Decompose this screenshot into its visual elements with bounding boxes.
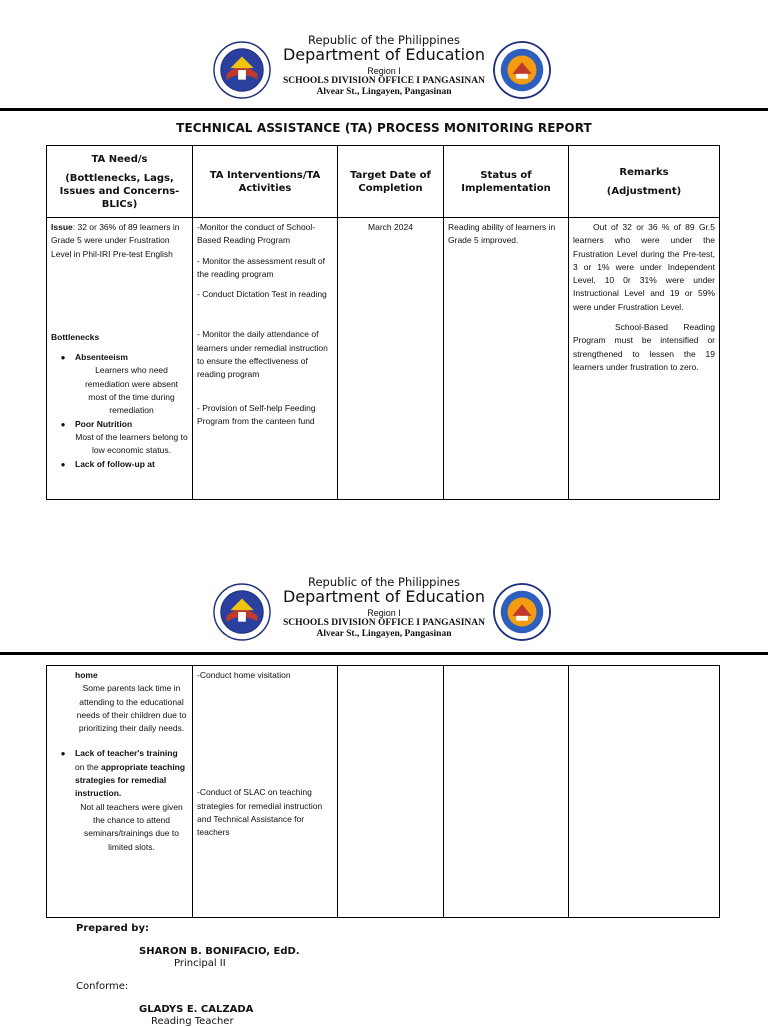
conforme-name: GLADYS E. CALZADA	[139, 1004, 254, 1015]
division-address: Alvear St., Lingayen, Pangasinan	[316, 629, 452, 639]
header-interventions: TA Interventions/TA Activities	[193, 146, 338, 218]
remarks-paragraph: School-Based Reading Program must be intensified or strengthened to lessen the 19 learners under frustration to zero.	[573, 322, 715, 372]
region-label: Region I	[367, 66, 401, 76]
bottleneck-title: Poor Nutrition	[75, 418, 133, 429]
region-label: Region I	[367, 608, 401, 618]
interventions-cell	[193, 218, 338, 500]
intervention-item: - Provision of Self-help Feeding Program from the canteen fund	[197, 402, 316, 426]
bottleneck-description: Most of the learners belong to low economic status.	[75, 431, 188, 456]
status-value: Reading ability of learners in Grade 5 improved.	[448, 222, 556, 246]
bottleneck-title: Lack of teacher's training on the appropriate teaching strategies for remedial instruction.	[75, 748, 186, 799]
bullet-icon: ●	[60, 353, 66, 363]
conforme-label: Conforme:	[76, 981, 129, 992]
bullet-icon: ●	[60, 749, 66, 759]
target-date-cell	[338, 666, 444, 918]
bottleneck-item	[51, 418, 188, 458]
issue-text: : 32 or 36% of 89 learners in Grade 5 were under Frustration Level in Phil-IRI Pre-test English	[51, 222, 180, 259]
bottleneck-title: home	[75, 670, 98, 680]
bullet-icon: ●	[60, 459, 66, 469]
bottleneck-item	[51, 458, 188, 471]
header-ta-needs-title: TA Need/s	[91, 153, 148, 165]
department-name: Department of Education	[282, 45, 486, 64]
prepared-by-position: Principal II	[174, 958, 226, 969]
header-remarks-subtitle: (Adjustment)	[606, 185, 682, 197]
header-remarks-title: Remarks	[619, 166, 669, 178]
bottleneck-title: Absenteeism	[75, 352, 128, 363]
bottleneck-item	[51, 351, 188, 417]
intervention-item: - Monitor the daily attendance of learners under remedial instruction to ensure the effectiveness of reading program	[197, 329, 328, 380]
intervention-item: - Conduct Dictation Test in reading	[197, 289, 327, 300]
republic-label: Republic of the Philippines	[307, 575, 461, 589]
department-name: Department of Education	[282, 587, 486, 606]
header-rule	[0, 108, 768, 111]
republic-label: Republic of the Philippines	[307, 33, 461, 47]
division-address: Alvear St., Lingayen, Pangasinan	[316, 87, 452, 97]
remarks-cell	[569, 218, 720, 500]
ta-needs-cell	[47, 218, 193, 500]
bottleneck-item	[51, 669, 188, 735]
header-rule	[0, 652, 768, 655]
interventions-cell	[193, 666, 338, 918]
report-table-page-1	[46, 145, 720, 500]
intervention-item: - Monitor the assessment result of the reading program	[197, 255, 326, 279]
header-target-date: Target Date of Completion	[338, 146, 444, 218]
bullet-icon: ●	[60, 419, 66, 429]
header-ta-needs	[47, 146, 193, 218]
issue-label: Issue	[51, 222, 73, 232]
intervention-item: -Conduct home visitation	[197, 670, 291, 680]
bottleneck-item	[51, 747, 188, 853]
remarks-paragraph: Out of 32 or 36 % of 89 Gr.5 learners who were under the Frustration Level during the Pre-test, 3 or 1% were under Independent Level, 10 0r 31% were under Instructional Level and 19 or 59% were under Frustration Level.	[573, 222, 715, 312]
bottleneck-description: Not all teachers were given the chance to attend seminars/trainings due to limited slots.	[80, 801, 183, 852]
report-title: TECHNICAL ASSISTANCE (TA) PROCESS MONITORING REPORT	[176, 121, 592, 135]
division-name: SCHOOLS DIVISION OFFICE I PANGASINAN	[283, 76, 485, 86]
division-name: SCHOOLS DIVISION OFFICE I PANGASINAN	[283, 618, 485, 628]
letterhead-page-1	[0, 33, 768, 103]
intervention-item: -Conduct of SLAC on teaching strategies for remedial instruction and Technical Assistance for teachers	[197, 787, 323, 838]
status-cell	[444, 666, 569, 918]
ta-needs-cell	[47, 666, 193, 918]
bottleneck-description: Learners who need remediation were absent most of the time during remediation	[84, 365, 179, 416]
target-date-value: March 2024	[368, 222, 413, 232]
letterhead-page-2	[0, 575, 768, 645]
conforme-position: Reading Teacher	[151, 1016, 234, 1027]
header-ta-needs-subtitle: (Bottlenecks, Lags, Issues and Concerns-BLICs)	[59, 172, 180, 210]
status-cell	[444, 218, 569, 500]
prepared-by-name: SHARON B. BONIFACIO, EdD.	[139, 946, 300, 957]
remarks-cell	[569, 666, 720, 918]
target-date-cell	[338, 218, 444, 500]
bottlenecks-label: Bottlenecks	[51, 331, 100, 342]
intervention-item: -Monitor the conduct of School-Based Reading Program	[197, 222, 316, 246]
header-remarks	[569, 146, 720, 218]
prepared-by-label: Prepared by:	[76, 923, 149, 934]
report-table-page-2	[46, 665, 720, 918]
bottleneck-title: Lack of follow-up at	[75, 458, 155, 469]
header-status: Status of Implementation	[444, 146, 569, 218]
bottleneck-description: Some parents lack time in attending to the educational needs of their children due to prioritizing their daily needs.	[76, 683, 187, 734]
issue-paragraph	[51, 221, 188, 261]
